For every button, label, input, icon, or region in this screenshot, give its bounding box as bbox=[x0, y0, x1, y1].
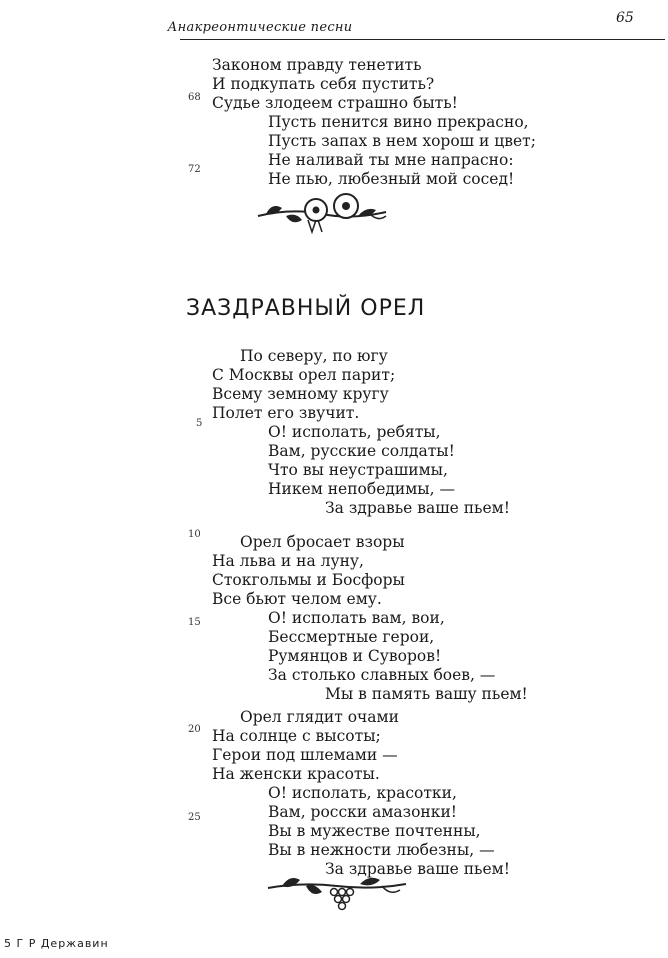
line-number: 72 bbox=[188, 164, 201, 175]
verse-line: Герои под шлемами — bbox=[212, 746, 398, 764]
printer-signature: 5 Г Р Державин bbox=[4, 937, 109, 950]
verse-line: На солнце с высоты; bbox=[212, 727, 381, 745]
verse-line: Никем непобедимы, — bbox=[268, 480, 455, 498]
poem-title: ЗАЗДРАВНЫЙ ОРЕЛ bbox=[186, 296, 426, 321]
verse-line: Пусть пенится вино прекрасно, bbox=[268, 113, 529, 131]
verse-line: Пусть запах в нем хорош и цвет; bbox=[268, 132, 536, 150]
verse-line: Судье злодеем страшно быть! bbox=[212, 94, 458, 112]
verse-line: С Москвы орел парит; bbox=[212, 366, 396, 384]
verse-line: Вам, росски амазонки! bbox=[268, 803, 458, 821]
verse-line: Вы в нежности любезны, — bbox=[268, 841, 495, 859]
verse-line: Полет его звучит. bbox=[212, 404, 360, 422]
verse-line: О! исполать вам, вои, bbox=[268, 609, 445, 627]
line-number: 25 bbox=[188, 812, 201, 823]
running-title: Анакреонтические песни bbox=[167, 20, 353, 35]
verse-line: Законом правду тенетить bbox=[212, 56, 422, 74]
verse-line: О! исполать, красотки, bbox=[268, 784, 457, 802]
verse-line: За здравье ваше пьем! bbox=[325, 499, 510, 517]
grape-ornament-icon bbox=[262, 870, 412, 916]
verse-line: И подкупать себя пустить? bbox=[212, 75, 435, 93]
verse-line: На льва и на луну, bbox=[212, 552, 364, 570]
verse-line: Орел бросает взоры bbox=[240, 533, 405, 551]
verse-line: На женски красоты. bbox=[212, 765, 380, 783]
verse-line: Не наливай ты мне напрасно: bbox=[268, 151, 514, 169]
verse-line: За здравье ваше пьем! bbox=[325, 860, 510, 878]
verse-line: Орел глядит очами bbox=[240, 708, 399, 726]
verse-line: За столько славных боев, — bbox=[268, 666, 496, 684]
verse-line: О! исполать, ребяты, bbox=[268, 423, 441, 441]
verse-line: По северу, по югу bbox=[240, 347, 388, 365]
verse-line: Вы в мужестве почтенны, bbox=[268, 822, 481, 840]
verse-line: Все бьют челом ему. bbox=[212, 590, 382, 608]
verse-line: Всему земному кругу bbox=[212, 385, 389, 403]
verse-line: Вам, русские солдаты! bbox=[268, 442, 455, 460]
line-number: 5 bbox=[196, 418, 203, 429]
verse-line: Не пью, любезный мой сосед! bbox=[268, 170, 515, 188]
verse-line: Что вы неустрашимы, bbox=[268, 461, 448, 479]
header-rule bbox=[180, 39, 665, 40]
line-number: 20 bbox=[188, 724, 201, 735]
line-number: 68 bbox=[188, 92, 201, 103]
page-number: 65 bbox=[616, 10, 634, 26]
line-number: 15 bbox=[188, 617, 201, 628]
verse-line: Стокгольмы и Босфоры bbox=[212, 571, 405, 589]
verse-line: Бессмертные герои, bbox=[268, 628, 435, 646]
floral-ornament-icon bbox=[252, 190, 392, 236]
verse-line: Румянцов и Суворов! bbox=[268, 647, 442, 665]
line-number: 10 bbox=[188, 529, 201, 540]
verse-line: Мы в память вашу пьем! bbox=[325, 685, 528, 703]
